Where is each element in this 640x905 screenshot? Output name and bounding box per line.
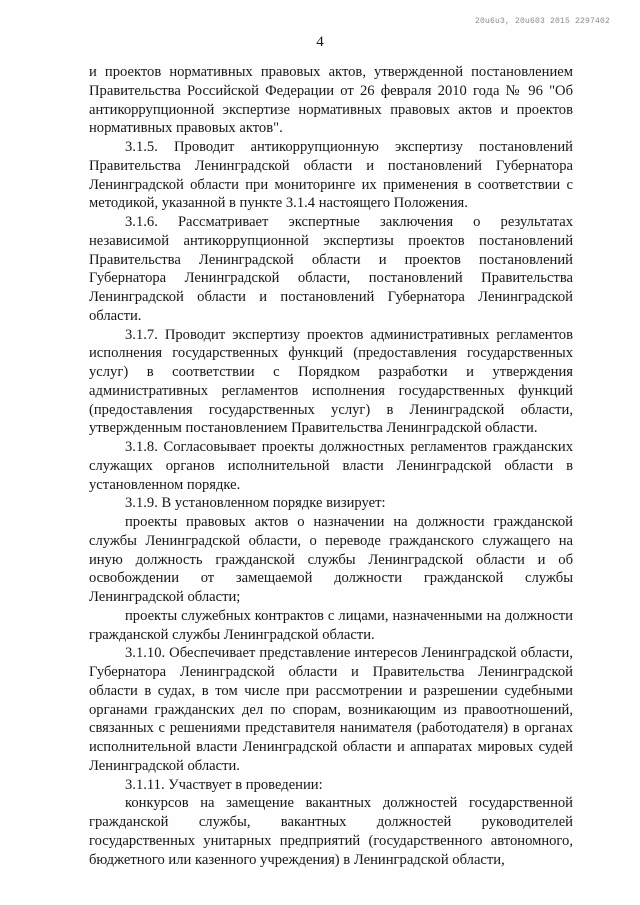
paragraph-continuation: и проектов нормативных правовых актов, утвержденной постановлением Правительства Российской Федерации от 26 февраля 2010 года № 96 "Об антикоррупционной экспертизе нормативных правовых актов и проектов нормативных правовых актов". bbox=[89, 64, 573, 137]
paragraph-3-1-11: 3.1.11. Участвует в проведении: bbox=[125, 776, 323, 793]
paragraph-3-1-5: 3.1.5. Проводит антикоррупционную экспертизу постановлений Правительства Ленинградской области и постановлений Губернатора Ленинградской области при мониторинге их применения в соответствии с методикой, указанной в пункте 3.1.4 настоящего Положения. bbox=[89, 139, 573, 212]
paragraph-3-1-9-item-2: проекты служебных контрактов с лицами, назначенными на должности гражданской службы Ленинградской области. bbox=[89, 607, 573, 643]
page-number: 4 bbox=[316, 34, 324, 50]
paragraph-3-1-9: 3.1.9. В установленном порядке визирует: bbox=[125, 495, 386, 512]
paragraph-3-1-7: 3.1.7. Проводит экспертизу проектов административных регламентов исполнения государственных функций (предоставления государственных услуг) в соответствии с Порядком разработки и утверждения административных регламентов исполнения государственных функций (предоставления государственных услуг) в Ленинградской области, утвержденным постановлением Правительства Ленинградской области. bbox=[89, 326, 573, 437]
paragraph-3-1-8: 3.1.8. Согласовывает проекты должностных регламентов гражданских служащих органов исполнительной власти Ленинградской области в установленном порядке. bbox=[89, 439, 573, 493]
paragraph-3-1-9-item-1: проекты правовых актов о назначении на должности гражданской службы Ленинградской области, о переводе гражданского служащего на иную должность гражданской службы Ленинградской области и об освобождении от замещаемой должности гражданской службы Ленинградской области; bbox=[89, 514, 573, 605]
paragraph-3-1-10: 3.1.10. Обеспечивает представление интересов Ленинградской области, Губернатора Ленинградской области и Правительства Ленинградской области в судах, в том числе при рассмотрении и разрешении судебными органами гражданских дел по спорам, возникающим из правоотношений, связанных с решениями представителя нанимателя (работодателя) в органах исполнительной власти Ленинградской области и аппаратах мировых судей Ленинградской области. bbox=[89, 645, 573, 774]
document-body bbox=[89, 63, 573, 869]
paragraph-3-1-11-item-1: конкурсов на замещение вакантных должностей государственной гражданской службы, вакантных должностей руководителей государственных унитарных предприятий (государственного автономного, бюджетного или казенного учреждения) в Ленинградской области, bbox=[89, 795, 573, 868]
paragraph-3-1-6: 3.1.6. Рассматривает экспертные заключения о результатах независимой антикоррупционной экспертизы проектов постановлений Правительства Ленинградской области и проектов постановлений Губернатора Ленинградской области, постановлений Правительства Ленинградской области и постановлений Губернатора Ленинградской области. bbox=[89, 214, 573, 324]
registration-stamp: 20u6u3, 20u603 2015 2297402 bbox=[474, 17, 610, 26]
